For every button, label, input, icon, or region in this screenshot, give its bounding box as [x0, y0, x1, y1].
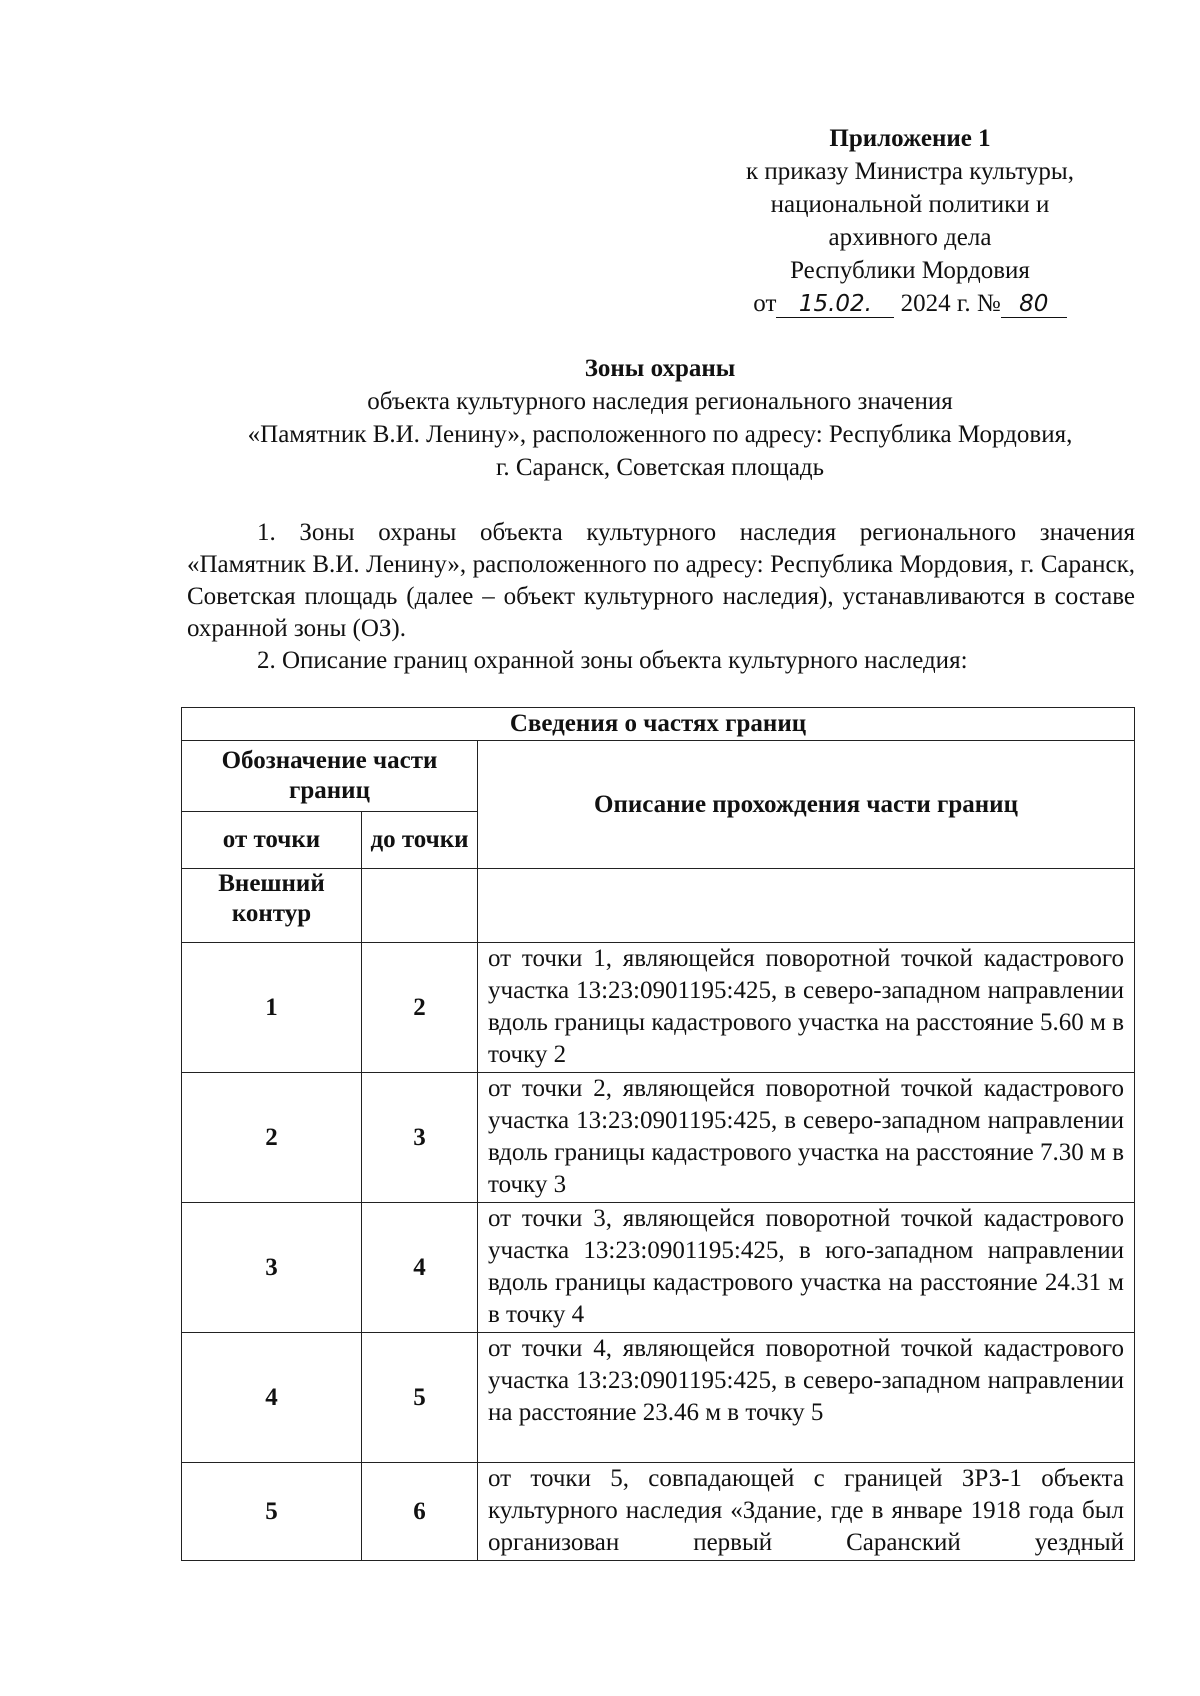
- document-title: [180, 352, 1140, 484]
- table-row: [182, 1073, 1135, 1203]
- date-prefix: от: [753, 290, 777, 317]
- title-line: объекта культурного наследия регионального значения: [367, 388, 953, 415]
- to-point: 2: [362, 943, 478, 1073]
- appendix-line: национальной политики и: [770, 191, 1050, 218]
- table-row: [182, 943, 1135, 1073]
- to-point: 3: [362, 1073, 478, 1203]
- order-date-line: [700, 287, 1120, 320]
- from-point: 4: [182, 1333, 362, 1463]
- appendix-line: архивного дела: [828, 224, 992, 251]
- paragraph-1: 1. Зоны охраны объекта культурного наследия регионального значения «Памятник В.И. Ленину», расположенного по адресу: Республика Мордовия, г. Саранск, Советская площадь (далее – объект культурного наследия), устанавливаются в составе охранной зоны (ОЗ).: [187, 519, 1135, 642]
- boundary-description: от точки 1, являющейся поворотной точкой кадастрового участка 13:23:0901195:425, в северо-западном направлении вдоль границы кадастрового участка на расстояние 5.60 м в точку 2: [478, 943, 1135, 1073]
- handwritten-date: 15.02.: [776, 291, 894, 318]
- from-point-header: от точки: [182, 812, 362, 869]
- to-point: 5: [362, 1333, 478, 1463]
- appendix-line: к приказу Министра культуры,: [746, 158, 1074, 185]
- description-header: Описание прохождения части границ: [478, 741, 1135, 869]
- boundary-description: от точки 2, являющейся поворотной точкой кадастрового участка 13:23:0901195:425, в северо-западном направлении вдоль границы кадастрового участка на расстояние 7.30 м в точку 3: [478, 1073, 1135, 1203]
- appendix-block: [700, 122, 1120, 320]
- paragraph-2: 2. Описание границ охранной зоны объекта культурного наследия:: [257, 647, 968, 674]
- boundary-description: от точки 4, являющейся поворотной точкой кадастрового участка 13:23:0901195:425, в северо-западном направлении на расстояние 23.46 м в точку 5: [478, 1333, 1135, 1463]
- table-main-header: Сведения о частях границ: [182, 708, 1135, 741]
- table-row: [182, 1203, 1135, 1333]
- from-point: 1: [182, 943, 362, 1073]
- from-point: 2: [182, 1073, 362, 1203]
- to-point: 6: [362, 1463, 478, 1561]
- to-point-header: до точки: [362, 812, 478, 869]
- from-point: 3: [182, 1203, 362, 1333]
- appendix-line: Республики Мордовия: [790, 257, 1030, 284]
- from-point: 5: [182, 1463, 362, 1561]
- boundaries-table: [181, 707, 1135, 1561]
- handwritten-number: 80: [1001, 291, 1067, 318]
- title-line: г. Саранск, Советская площадь: [495, 454, 825, 481]
- designation-header: Обозначение части границ: [182, 741, 478, 812]
- contour-label: Внешний контур: [182, 869, 362, 943]
- year-text: 2024 г. №: [900, 290, 1001, 317]
- body-text: [187, 517, 1135, 677]
- title-line: «Памятник В.И. Ленину», расположенного по адресу: Республика Мордовия,: [247, 421, 1073, 448]
- table-row: [182, 1333, 1135, 1463]
- boundary-description: от точки 3, являющейся поворотной точкой кадастрового участка 13:23:0901195:425, в юго-западном направлении вдоль границы кадастрового участка на расстояние 24.31 м в точку 4: [478, 1203, 1135, 1333]
- empty-cell: [478, 869, 1135, 943]
- empty-cell: [362, 869, 478, 943]
- boundary-description: от точки 5, совпадающей с границей ЗРЗ-1 объекта культурного наследия «Здание, где в январе 1918 года был организован первый Саранский уездный: [478, 1463, 1135, 1561]
- to-point: 4: [362, 1203, 478, 1333]
- appendix-title: Приложение 1: [829, 125, 991, 152]
- title-heading: Зоны охраны: [584, 355, 736, 382]
- table-row: [182, 1463, 1135, 1561]
